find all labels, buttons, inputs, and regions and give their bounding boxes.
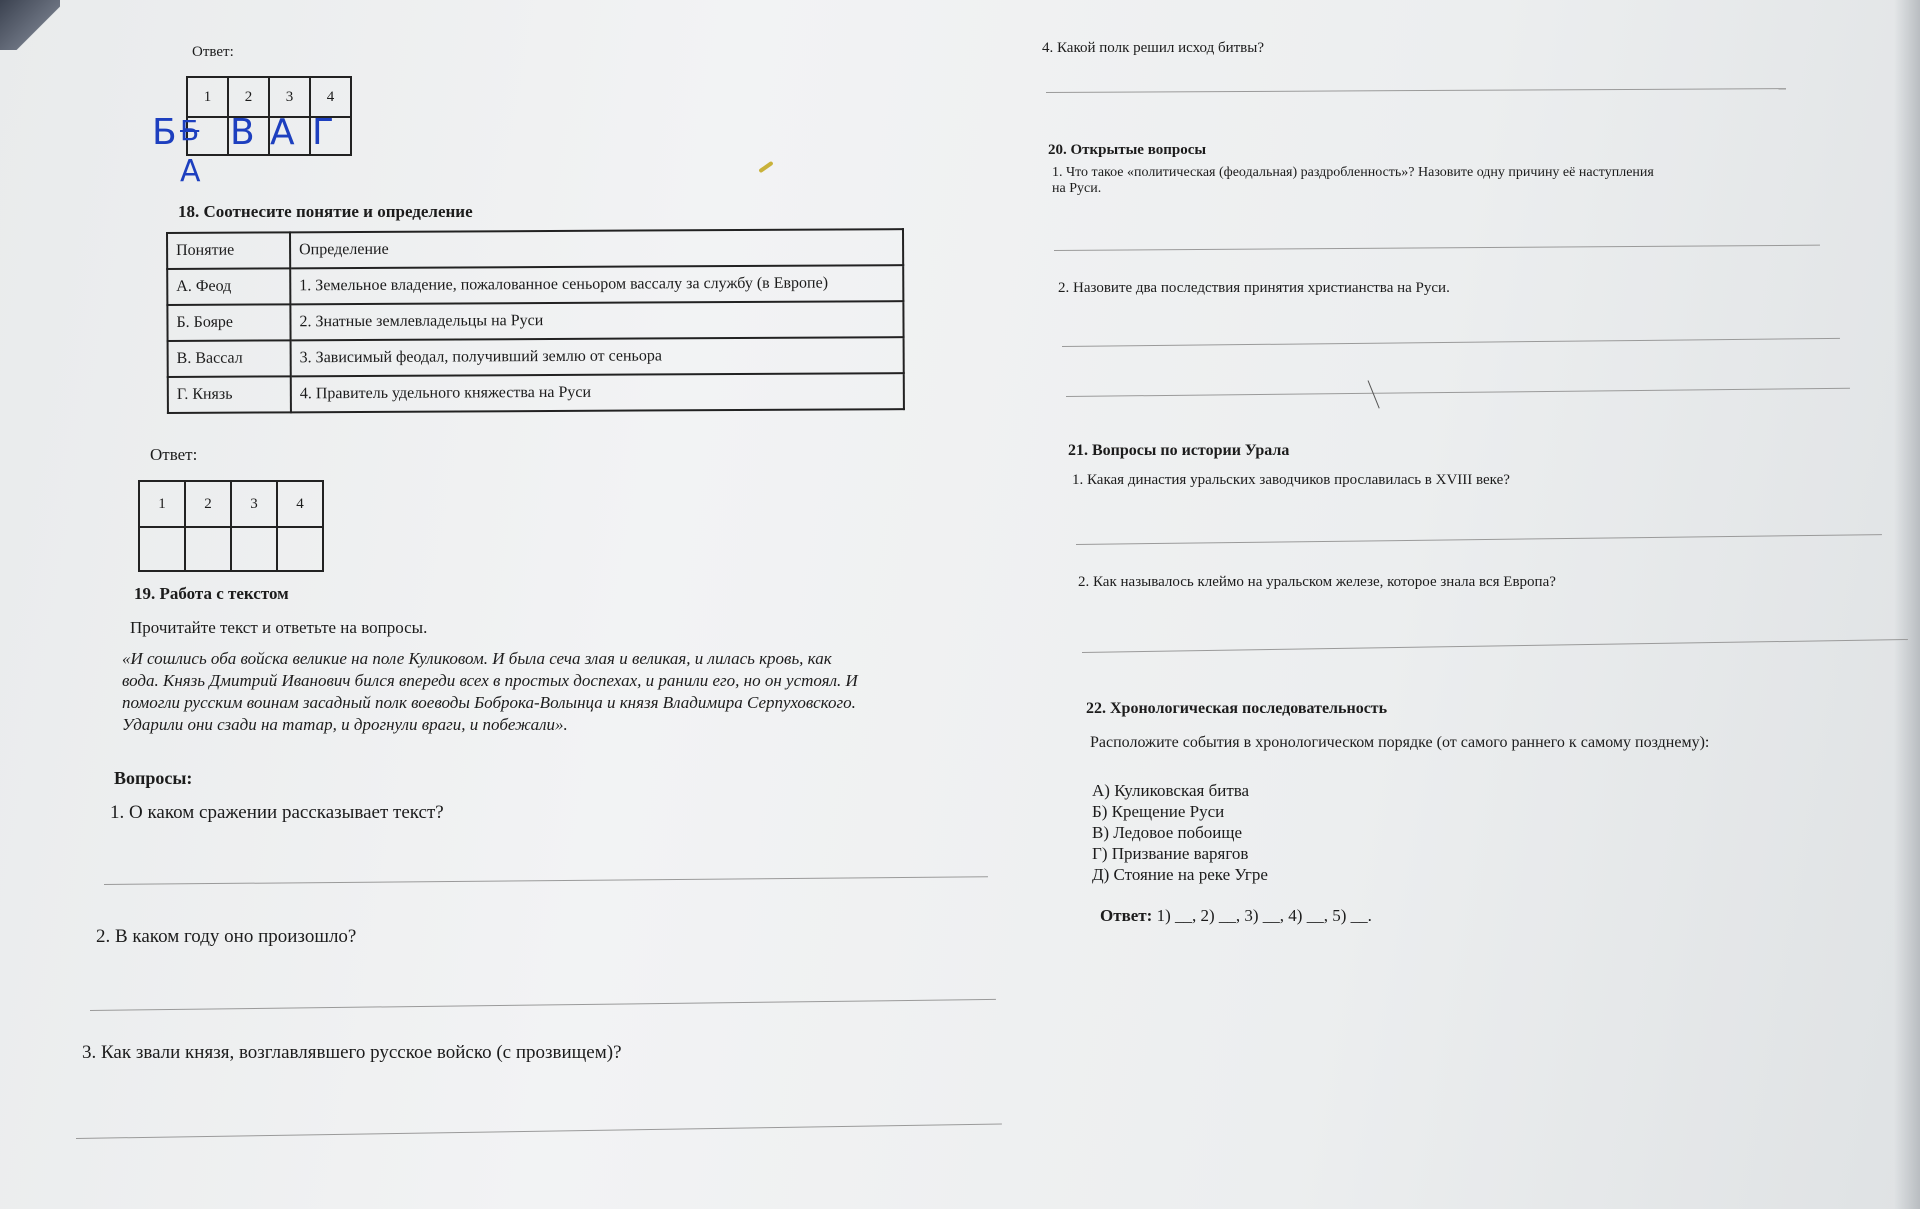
quote-line: Ударили они сзади на татар, и дрогнули враги, и побежали».	[122, 715, 568, 734]
header-definition: Определение	[290, 229, 903, 268]
grid2-header: 3	[231, 481, 277, 527]
grid1-header: 1	[187, 77, 228, 117]
event-item: Г) Призвание варягов	[1092, 844, 1249, 863]
answer-cell[interactable]	[231, 527, 277, 571]
answer-cell[interactable]	[185, 527, 231, 571]
q20-q1-line1: 1. Что такое «политическая (феодальная) раздробленность»? Назовите одну причину её наступления	[1052, 165, 1654, 180]
answer-cell[interactable]	[277, 527, 323, 571]
handwritten-letter: Г	[312, 112, 334, 153]
table-row	[167, 301, 903, 341]
quote-line: вода. Князь Дмитрий Иванович бился впереди всех в простых доспехах, и ранили его, но он устоял. И	[122, 671, 858, 690]
grid1-header: 3	[269, 77, 310, 117]
background-object	[0, 0, 60, 50]
q22-answer-slots[interactable]: 1) __, 2) __, 3) __, 4) __, 5) __.	[1156, 906, 1372, 925]
definition-cell: 4. Правитель удельного княжества на Руси	[291, 373, 904, 412]
q22-instruction: Расположите события в хронологическом порядке (от самого раннего к самому позднему):	[1090, 734, 1710, 751]
quote-block	[122, 648, 1002, 736]
definition-cell: 1. Земельное владение, пожалованное сеньором вассалу за службу (в Европе)	[290, 265, 903, 304]
concept-cell: Б. Бояре	[167, 304, 290, 341]
handwritten-letter-crossed: Б	[180, 114, 200, 147]
event-item: Б) Крещение Руси	[1092, 802, 1225, 821]
questions-label: Вопросы:	[114, 768, 193, 788]
concept-cell: Г. Князь	[168, 376, 291, 413]
q19-instruction: Прочитайте текст и ответьте на вопросы.	[130, 618, 428, 637]
answer-label-top: Ответ:	[192, 44, 234, 60]
grid1-header: 4	[310, 77, 351, 117]
q20-question-1	[1052, 165, 1654, 197]
handwritten-letter: Б	[152, 112, 177, 153]
q22-answer-row	[1100, 906, 1372, 926]
q4-question: 4. Какой полк решил исход битвы?	[1042, 40, 1264, 56]
q21-question-1: 1. Какая династия уральских заводчиков прославилась в XVIII веке?	[1072, 472, 1510, 488]
events-list	[1092, 780, 1268, 885]
answer-label-q18: Ответ:	[150, 445, 198, 464]
q22-answer-label: Ответ:	[1100, 906, 1153, 925]
handwritten-letter: В	[230, 112, 255, 153]
page-edge-shadow	[1894, 0, 1920, 1209]
answer-grid-q18	[138, 480, 324, 572]
handwritten-letter: А	[270, 112, 295, 153]
q18-title: 18. Соотнесите понятие и определение	[178, 202, 473, 221]
grid2-header: 4	[277, 481, 323, 527]
grid2-header: 2	[185, 481, 231, 527]
q21-question-2: 2. Как называлось клеймо на уральском железе, которое знала вся Европа?	[1078, 574, 1556, 590]
q19-question-2: 2. В каком году оно произошло?	[96, 926, 357, 947]
event-item: В) Ледовое побоище	[1092, 823, 1243, 842]
grid1-header: 2	[228, 77, 269, 117]
q21-title: 21. Вопросы по истории Урала	[1068, 442, 1290, 459]
q22-title: 22. Хронологическая последовательность	[1086, 700, 1388, 717]
q20-title: 20. Открытые вопросы	[1048, 142, 1207, 158]
q19-question-3: 3. Как звали князя, возглавлявшего русское войско (с прозвищем)?	[82, 1042, 622, 1063]
concept-cell: А. Феод	[167, 268, 290, 305]
quote-line: «И сошлись оба войска великие на поле Куликовом. И была сеча злая и великая, и лилась кровь, как	[122, 649, 832, 668]
table-row	[167, 265, 903, 305]
concept-cell: В. Вассал	[168, 340, 291, 377]
definition-cell: 2. Знатные землевладельцы на Руси	[290, 301, 903, 340]
q20-q1-line2: на Руси.	[1052, 181, 1102, 196]
table-row	[168, 373, 904, 413]
q19-title: 19. Работа с текстом	[134, 584, 289, 603]
handwritten-letter: А	[180, 154, 201, 189]
table-row	[168, 337, 904, 377]
event-item: А) Куликовская битва	[1092, 781, 1250, 800]
definition-table	[166, 228, 905, 414]
header-concept: Понятие	[167, 232, 290, 269]
q19-question-1: 1. О каком сражении рассказывает текст?	[110, 802, 444, 823]
grid2-header: 1	[139, 481, 185, 527]
answer-cell[interactable]	[139, 527, 185, 571]
quote-line: помогли русским воинам засадный полк воеводы Боброка-Волынца и князя Владимира Серпуховского.	[122, 693, 856, 712]
definition-cell: 3. Зависимый феодал, получивший землю от сеньора	[291, 337, 904, 376]
event-item: Д) Стояние на реке Угре	[1092, 865, 1268, 884]
q20-question-2: 2. Назовите два последствия принятия христианства на Руси.	[1058, 280, 1450, 296]
